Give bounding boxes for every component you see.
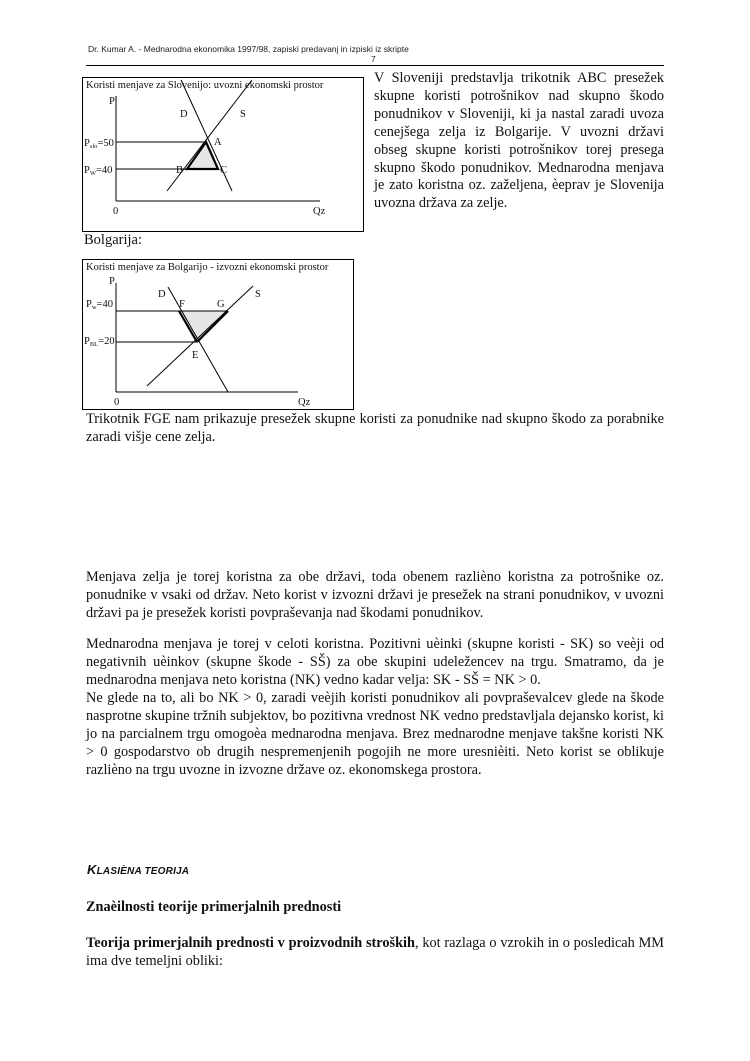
price-world-label: Pw=40 (86, 299, 113, 311)
slovenia-explanation: V Sloveniji predstavlja trikotnik ABC presežek skupne koristi potrošnikov nad skupno škodo ponudnikov v Sloveniji, ki ja nastal zaradi uvoza cenejšega zelja iz Bolgarije. V uvozni državi obseg skupne koristi potrošnikov torej presega skupno škodo ponudnikov. Mednarodna menjava je zato koristna oz. zaželjena, èeprav je Slovenija uvozna država za zelje. (374, 70, 664, 212)
figure-bulgaria-plot (83, 260, 353, 409)
paragraph-net-benefit: Mednarodna menjava je torej v celoti koristna. Pozitivni uèinki (skupne koristi - SK) so veèji od negativnih uèinkov (skupne škode - SŠ) za obe skupini udeležencev na trgu. Smatramo, da je mednarodna menjava neto koristna (NK) vedno kadar velja: SK - SŠ = NK > 0. (86, 636, 664, 688)
page-number: 7 (371, 54, 376, 64)
price-slovenia-label: Pslo=50 (84, 138, 114, 150)
price-world-label: PW=40 (84, 165, 113, 177)
heading-initial: K (87, 862, 97, 877)
figure-slovenia-plot (83, 78, 363, 231)
demand-label: D (158, 289, 166, 300)
supply-label: S (240, 109, 246, 120)
point-b-label: B (176, 165, 184, 176)
paragraph-fge: Trikotnik FGE nam prikazuje presežek skupne koristi za ponudnike nad skupno škodo za porabnike zaradi višje cene zelja. (86, 411, 664, 445)
supply-label: S (255, 289, 261, 300)
paragraph-theory (86, 935, 664, 971)
price-bulgaria-label: PBL=20 (84, 336, 115, 348)
point-a-label: A (214, 137, 222, 148)
figure-slovenia (82, 77, 364, 232)
theory-term: Teorija primerjalnih prednosti v proizvodnih stroških (86, 935, 415, 951)
subheading: Znaèilnosti teorije primerjalnih prednosti (86, 899, 342, 915)
paragraph-nk-value: Ne glede na to, ali bo NK > 0, zaradi veèjih koristi ponudnikov ali povpraševalcev glede na škode nasprotne skupine tržnih subjektov, bo pozitivna vrednost NK vedno predstavljala dejansko korist, ki jo na parcialnem trgu omogoèa mednarodna menjava. Brez mednarodne menjave takšne koristi NK > 0 gospodarstvo ob drugih nespremenjenih pogojih ne more uresnièiti. Neto korist se oblikuje razlièno na trgu uvozne in izvozne države oz. ekonomskega prostora. (86, 690, 664, 778)
country-label-bulgaria: Bolgarija: (84, 232, 142, 248)
origin-label: 0 (114, 397, 120, 408)
point-f-label: F (179, 299, 185, 310)
point-e-label: E (192, 350, 199, 361)
x-axis-label: Qz (298, 397, 311, 408)
paragraph-both-countries: Menjava zelja je torej koristna za obe državi, toda obenem razlièno koristna za potrošnike oz. ponudnike v vsaki od držav. Neto korist v izvozni državi je presežek na strani ponudnikov, v uvozni državi pa je presežek koristi povpraševanja nad škodami ponudnikov. (86, 569, 664, 621)
y-axis-label: P (109, 96, 115, 107)
figure-bulgaria (82, 259, 354, 410)
running-header: Dr. Kumar A. - Mednarodna ekonomika 1997/98, zapiski predavanj in izpiski iz skripte (88, 44, 409, 54)
heading-rest: LASIÈNA TEORIJA (96, 866, 190, 877)
point-c-label: C (220, 165, 228, 176)
x-axis-label: Qz (313, 206, 326, 217)
theory-description: , kot razlaga o vzrokih in o posledicah MM ima dve temeljni obliki: (86, 935, 664, 969)
header-divider (86, 65, 664, 66)
section-heading (87, 862, 189, 877)
y-axis-label: P (109, 276, 115, 287)
demand-label: D (180, 109, 188, 120)
origin-label: 0 (113, 206, 119, 217)
figure-slovenia-title: Koristi menjave za Slovenijo: uvozni ekonomski prostor (86, 80, 324, 91)
point-g-label: G (217, 299, 225, 310)
figure-bulgaria-title: Koristi menjave za Bolgarijo - izvozni ekonomski prostor (86, 262, 329, 273)
